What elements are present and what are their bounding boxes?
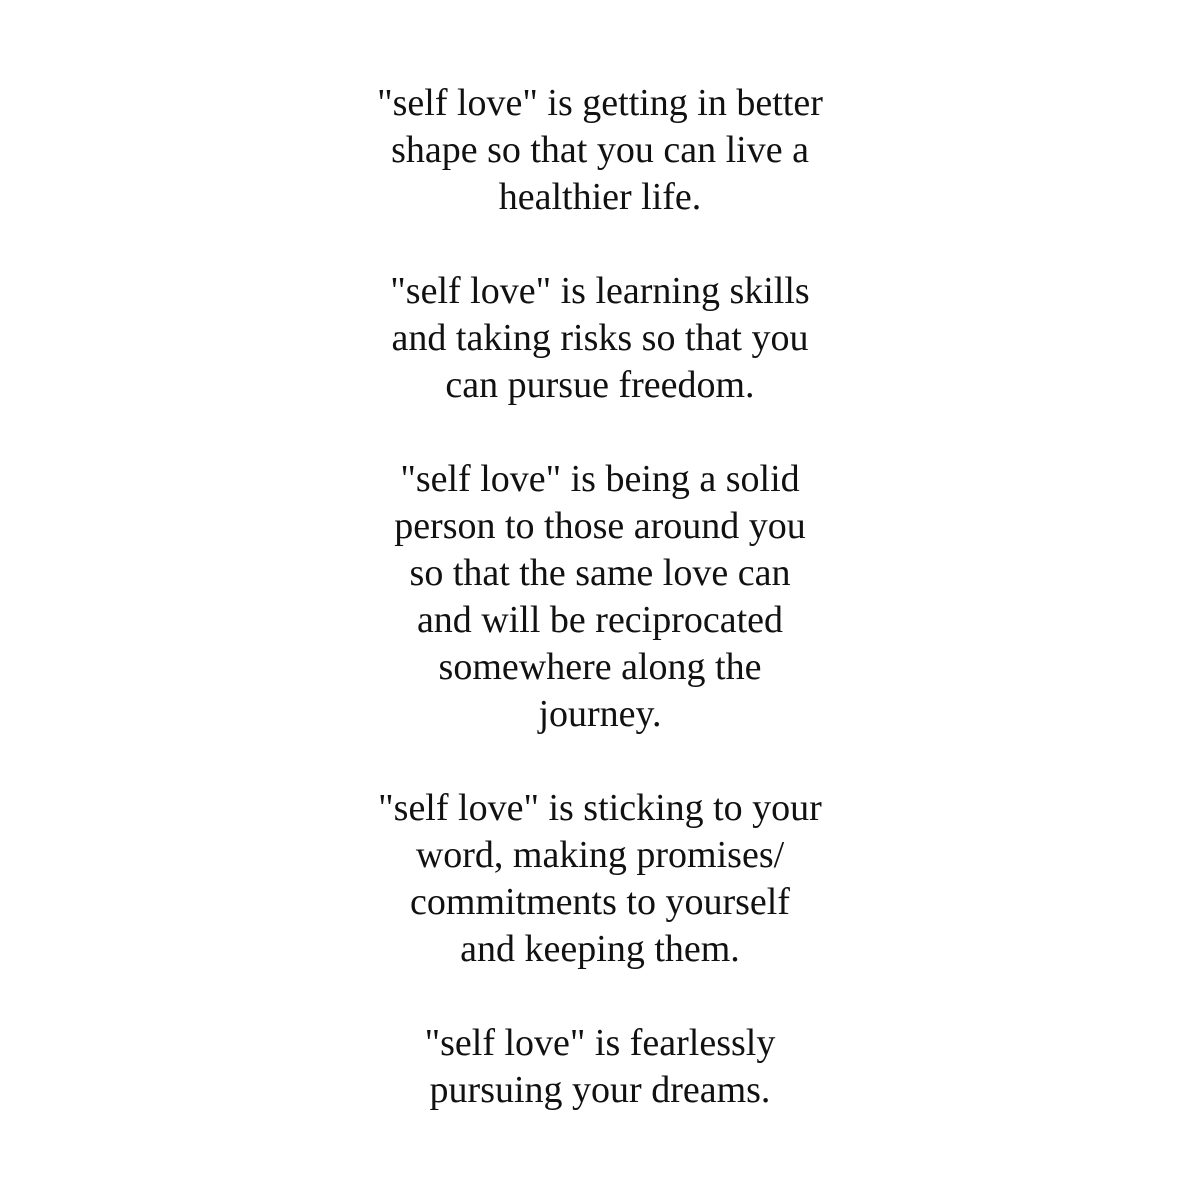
stanza-line: word, making promises/	[415, 834, 785, 876]
stanza-line: somewhere along the	[438, 646, 762, 688]
stanza-1	[0, 80, 1200, 221]
stanza-line: and will be reciprocated	[416, 599, 784, 641]
stanza-line: so that the same love can	[409, 552, 791, 594]
stanza-2	[0, 268, 1200, 409]
stanza-line: "self love" is being a solid	[400, 458, 800, 500]
stanza-line: healthier life.	[498, 176, 702, 218]
stanza-line: and keeping them.	[460, 928, 740, 970]
stanza-line: "self love" is learning skills	[390, 270, 810, 312]
stanza-line: journey.	[538, 693, 662, 735]
stanza-line: commitments to yourself	[410, 881, 790, 923]
stanza-line: "self love" is getting in better	[377, 82, 823, 124]
stanza-4	[0, 785, 1200, 973]
stanza-line: "self love" is fearlessly	[424, 1022, 776, 1064]
stanza-line: "self love" is sticking to your	[378, 787, 822, 829]
stanza-3	[0, 456, 1200, 738]
quote-text-block	[0, 80, 1200, 1161]
stanza-line: and taking risks so that you	[391, 317, 809, 359]
stanza-line: can pursue freedom.	[445, 364, 755, 406]
stanza-5	[0, 1020, 1200, 1114]
stanza-line: person to those around you	[394, 505, 806, 547]
stanza-line: shape so that you can live a	[391, 129, 809, 171]
stanza-line: pursuing your dreams.	[429, 1069, 771, 1111]
